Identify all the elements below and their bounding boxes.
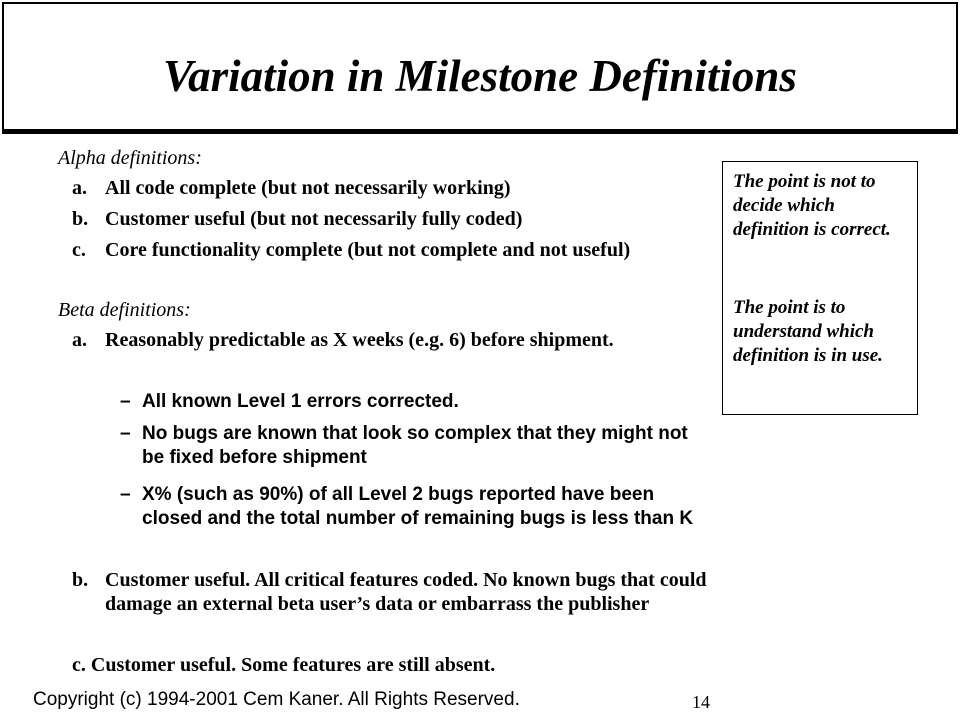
alpha-item-c-marker: c.: [72, 239, 86, 261]
beta-item-b-marker: b.: [72, 569, 89, 591]
beta-subitem-1: [120, 390, 710, 414]
note-paragraph-2: The point is to understand which definition is in use.: [733, 297, 883, 366]
beta-item-a: [72, 328, 712, 352]
beta-subitem-2: [120, 422, 710, 470]
alpha-item-a-text: All code complete (but not necessarily working): [105, 177, 511, 199]
note-paragraph-1: The point is not to decide which definition is correct.: [733, 171, 891, 240]
beta-subitem-2-text: No bugs are known that look so complex that they might not be fixed before shipment: [142, 423, 688, 468]
alpha-definitions-heading: Alpha definitions:: [58, 147, 202, 169]
slide-title: Variation in Milestone Definitions: [163, 51, 797, 101]
alpha-item-a-marker: a.: [72, 177, 87, 199]
alpha-item-b-text: Customer useful (but not necessarily fully coded): [105, 208, 523, 230]
beta-subitem-3-text: X% (such as 90%) of all Level 2 bugs reported have been closed and the total number of remaining bugs is less than K: [142, 484, 694, 529]
beta-definitions-heading: Beta definitions:: [58, 299, 191, 321]
beta-subitem-1-marker: –: [120, 391, 131, 412]
alpha-item-b: [72, 207, 712, 231]
beta-item-c: c. Customer useful. Some features are still absent.: [72, 654, 496, 676]
alpha-item-b-marker: b.: [72, 208, 89, 230]
copyright-notice: Copyright (c) 1994-2001 Cem Kaner. All Rights Reserved.: [33, 689, 520, 710]
beta-subitem-3: [120, 483, 710, 531]
alpha-item-c-text: Core functionality complete (but not complete and not useful): [105, 239, 631, 261]
beta-subitem-1-text: All known Level 1 errors corrected.: [142, 391, 459, 412]
beta-subitem-2-marker: –: [120, 423, 131, 444]
beta-item-a-text: Reasonably predictable as X weeks (e.g. 6) before shipment.: [105, 329, 614, 351]
beta-item-b-text: Customer useful. All critical features coded. No known bugs that could damage an external beta user’s data or embarrass the publisher: [105, 569, 707, 615]
beta-item-b: [72, 568, 712, 616]
page-number: 14: [692, 692, 710, 712]
alpha-item-c: [72, 238, 712, 262]
note-box: [722, 161, 918, 415]
beta-item-a-marker: a.: [72, 329, 87, 351]
beta-subitem-3-marker: –: [120, 484, 131, 505]
alpha-item-a: [72, 176, 712, 200]
